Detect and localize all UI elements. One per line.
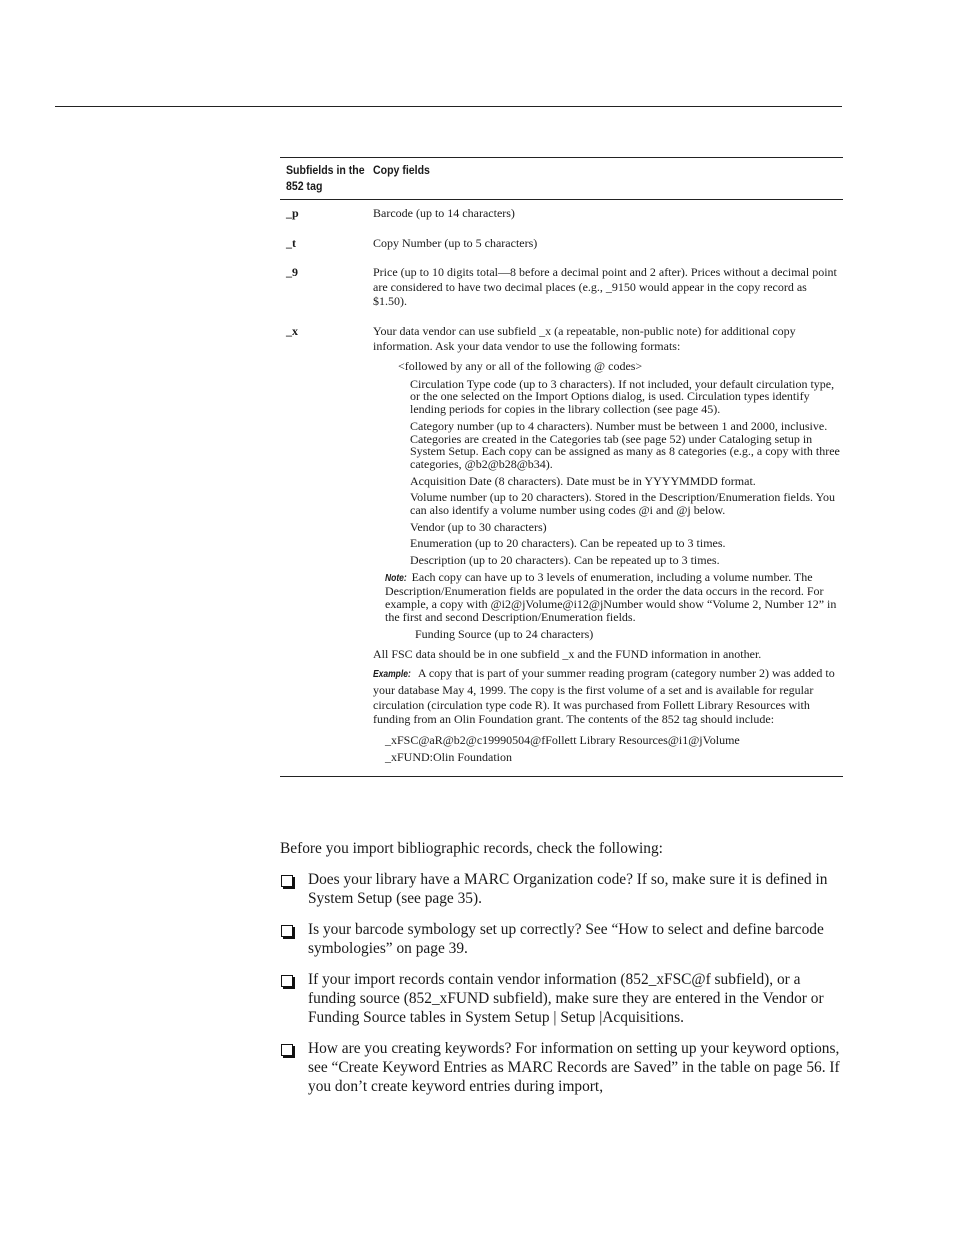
code-vendor: Vendor (up to 30 characters) <box>410 519 547 534</box>
example-block <box>373 666 843 726</box>
intro-paragraph: Before you import bibliographic records, check the following: <box>280 840 663 857</box>
subfield-x-details <box>373 324 843 766</box>
example-text: A copy that is part of your summer reading program (category number 2) was added to your database May 4, 1999. The copy is the first volume of a set and is available for regular circulation (circulation type code R). It was purchased from Follett Library Resources with funding from an Olin Foundation grant. The contents of the 852 tag should include: <box>373 666 835 727</box>
checklist-item <box>280 870 845 908</box>
example-label: Example: <box>373 669 411 681</box>
note-text: Each copy can have up to 3 levels of enumeration, including a volume number. The Description/Enumeration fields are populated in the order the data occurs in the record. For example, a copy with @i2@jVolume@i12@jNumber would show “Volume 2, Number 12” in the first and second Description/Enumeration fields. <box>385 569 837 624</box>
code-circulation-type: Circulation Type code (up to 3 characters). If not included, your default circulation type, or the one selected on the Import Options dialog, is used. Circulation types identify lending periods for copies in the library collection (see page 45). <box>410 376 835 417</box>
all-fsc-note: All FSC data should be in one subfield _x and the FUND information in another. <box>373 646 762 661</box>
checklist-section <box>280 839 845 1096</box>
note-label: Note: <box>385 572 407 584</box>
subfield-description: Barcode (up to 14 characters) <box>373 206 515 220</box>
checklist-text: Does your library have a MARC Organization code? If so, make sure it is defined in System Setup (see page 35). <box>308 871 828 907</box>
followed-by-codes: <followed by any or all of the following @ codes> <box>398 359 643 374</box>
code-category-number: Category number (up to 4 characters). Number must be between 1 and 2000, inclusive. Categories are created in the Categories tab (see page 52) under Cataloging setup in System Setup. Each copy can be assigned as many as 8 categories (e.g., a copy with three categories, @b2@b28@b34). <box>410 418 840 471</box>
code-funding-source: Funding Source (up to 24 characters) <box>415 627 594 642</box>
subfield-code: _t <box>286 235 296 250</box>
table-row <box>280 200 843 221</box>
subfield-description: Price (up to 10 digits total—8 before a decimal point and 2 after). Prices without a decimal point are considered to have two decimal places (e.g., _9150 would appear in the copy record as $1.50). <box>373 265 837 309</box>
checkbox-icon <box>281 975 293 987</box>
code-acquisition-date: Acquisition Date (8 characters). Date must be in YYYYMMDD format. <box>410 473 756 488</box>
checklist-text: If your import records contain vendor information (852_xFSC@f subfield), or a funding source (852_xFUND subfield), make sure they are entered in the Vendor or Funding Source tables in System Setup | Setup |Acquisitions. <box>308 971 824 1026</box>
checklist-item <box>280 970 845 1027</box>
table-row <box>280 250 843 309</box>
checklist-item <box>280 920 845 958</box>
code-description: Description (up to 20 characters). Can be repeated up to 3 times. <box>410 553 720 568</box>
subfield-code: _p <box>286 206 299 220</box>
subfield-code: _x <box>286 323 298 338</box>
subfield-code: _9 <box>286 265 298 280</box>
checklist-text: How are you creating keywords? For information on setting up your keyword options, see “Create Keyword Entries as MARC Records are Saved” in the table on page 56. If you don’t create keyword entries during import, <box>308 1040 840 1095</box>
subfield-description: Your data vendor can use subfield _x (a repeatable, non-public note) for additional copy information. Ask your data vendor to use the following formats: <box>373 323 796 353</box>
code-volume-number: Volume number (up to 20 characters). Stored in the Description/Enumeration fields. You can also identify a volume number using codes @i and @j below. <box>410 490 836 518</box>
table-row <box>280 309 843 772</box>
checklist-item <box>280 1039 845 1096</box>
table-header <box>280 158 843 200</box>
subfield-description: Copy Number (up to 5 characters) <box>373 235 538 250</box>
note-block <box>385 571 843 623</box>
subfields-table <box>280 157 843 777</box>
example-code-line: _xFSC@aR@b2@c19990504@fFollett Library Resources@i1@jVolume <box>385 732 740 747</box>
table-row <box>280 221 843 251</box>
checklist-text: Is your barcode symbology set up correctly? See “How to select and define barcode symbologies” on page 39. <box>308 921 824 957</box>
example-code <box>385 732 843 766</box>
checkbox-icon <box>281 1044 293 1056</box>
page-header-rule <box>55 106 842 107</box>
checkbox-icon <box>281 925 293 937</box>
header-copy-fields: Copy fields <box>373 163 430 177</box>
header-subfields: Subfields in the 852 tag <box>286 163 365 193</box>
code-enumeration: Enumeration (up to 20 characters). Can be repeated up to 3 times. <box>410 536 726 551</box>
example-code-line: _xFUND:Olin Foundation <box>385 749 513 764</box>
table-bottom-rule <box>280 776 843 777</box>
checkbox-icon <box>281 875 293 887</box>
